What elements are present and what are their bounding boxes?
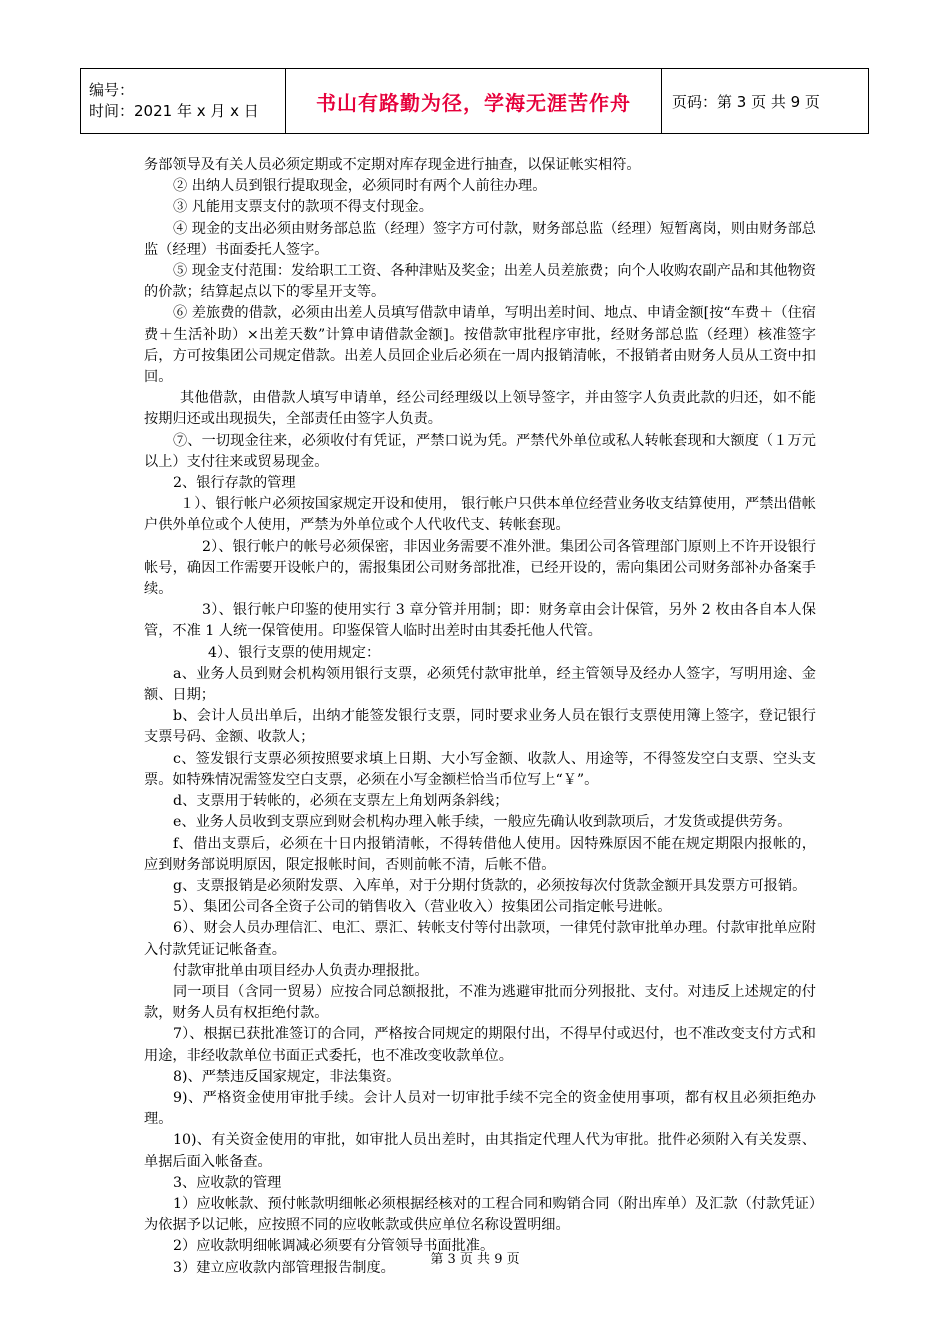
body-paragraph: 1）应收帐款、预付帐款明细帐必须根据经核对的工程合同和购销合同（附出库单）及汇款（付款凭证）为依据予以记帐，应按照不同的应收帐款或供应单位名称设置明细。 (144, 1195, 816, 1234)
header-time-label: 时间：2021 年 x 月 x 日 (89, 102, 259, 120)
body-paragraph: 6）、财会人员办理信汇、电汇、票汇、转帐支付等付出款项，一律凭付款审批单办理。付款审批单应附入付款凭证记帐备查。 (144, 920, 816, 958)
body-paragraph: 7）、根据已获批准签订的合同，严格按合同规定的期限付出，不得早付或迟付，也不准改变支付方式和用途，非经收款单位书面正式委托，也不准改变收款单位。 (144, 1026, 816, 1064)
body-paragraph: 4）、银行支票的使用规定： (208, 644, 381, 661)
body-paragraph: g、支票报销是必须附发票、入库单，对于分期付货款的，必须按每次付货款金额开具发票方可报销。 (173, 877, 807, 894)
page-footer: 第 3 页 共 9 页 (430, 1252, 520, 1267)
header-motto: 书山有路勤为径，学海无涯苦作舟 (286, 69, 662, 134)
body-paragraph: 务部领导及有关人员必须定期或不定期对库存现金进行抽查，以保证帐实相符。 (144, 157, 641, 173)
section-heading: 3、应收款的管理 (173, 1174, 282, 1191)
document-header (80, 68, 869, 134)
section-heading: 2、银行存款的管理 (173, 475, 296, 492)
body-paragraph: 付款审批单由项目经办人负责办理报批。 (173, 962, 429, 979)
body-paragraph: 2）应收款明细帐调减必须要有分管领导书面批准。 (173, 1238, 495, 1255)
body-paragraph: 同一项目（含同一贸易）应按合同总额报批，不准为逃避审批而分列报批、支付。对违反上述规定的付款，财务人员有权拒绝付款。 (144, 983, 816, 1022)
body-paragraph: 3）建立应收款内部管理报告制度。 (173, 1259, 395, 1276)
body-paragraph: ④ 现金的支出必须由财务部总监（经理）签字方可付款，财务部总监（经理）短暂离岗，则由财务部总监（经理）书面委托人签字。 (144, 220, 816, 258)
body-paragraph: 10)、有关资金使用的审批，如审批人员出差时，由其指定代理人代为审批。批件必须附入有关发票、单据后面入帐备查。 (144, 1132, 816, 1170)
body-paragraph: b、会计人员出单后，出纳才能签发银行支票，同时要求业务人员在银行支票使用簿上签字，登记银行支票号码、金额、收款人； (144, 708, 816, 746)
header-page-info: 页码：第 3 页 共 9 页 (662, 69, 869, 134)
body-paragraph: 8)、严禁违反国家规定，非法集资。 (173, 1068, 401, 1085)
body-paragraph: 其他借款，由借款人填写申请单，经公司经理级以上领导签字，并由签字人负责此款的归还，如不能按期归还或出现损失，全部责任由签字人负责。 (144, 390, 816, 428)
body-paragraph: 5）、集团公司各全资子公司的销售收入（营业收入）按集团公司指定帐号进帐。 (173, 899, 672, 916)
body-paragraph: ⑥ 差旅费的借款，必须由出差人员填写借款申请单，写明出差时间、地点、申请金额[按“车费＋（住宿费＋生活补助）×出差天数”计算申请借款金额]。按借款审批程序审批，经财务部总监（经理）核准签字后，方可按集团公司规定借款。出差人员回企业后必须在一周内报销清帐，不报销者由财务人员从工资中扣回。 (144, 305, 816, 386)
body-paragraph: e、业务人员收到支票应到财会机构办理入帐手续，一般应先确认收到款项后，才发货或提供劳务。 (173, 814, 792, 831)
body-paragraph: １）、银行帐户必须按国家规定开设和使用， 银行帐户只供本单位经营业务收支结算使用，严禁出借帐户供外单位或个人使用，严禁为外单位或个人代收代支、转帐套现。 (144, 496, 816, 534)
body-paragraph: c、签发银行支票必须按照要求填上日期、大小写金额、收款人、用途等，不得签发空白支票、空头支票。如特殊情况需签发空白支票，必须在小写金额栏恰当币位写上“￥”。 (144, 750, 816, 788)
body-paragraph: a、业务人员到财会机构领用银行支票，必须凭付款审批单，经主管领导及经办人签字，写明用途、金额、日期； (144, 665, 816, 704)
body-paragraph: ⑦、一切现金往来，必须收付有凭证，严禁口说为凭。严禁代外单位或私人转帐套现和大额度（１万元以上）支付往来或贸易现金。 (144, 432, 816, 470)
document-body (144, 155, 816, 1279)
body-paragraph: ⑤ 现金支付范围：发给职工工资、各种津贴及奖金；出差人员差旅费；向个人收购农副产品和其他物资的价款；结算起点以下的零星开支等。 (144, 263, 816, 301)
body-paragraph: d、支票用于转帐的，必须在支票左上角划两条斜线； (173, 793, 509, 810)
body-paragraph: 9)、严格资金使用审批手续。会计人员对一切审批手续不完全的资金使用事项，都有权且必须拒绝办理。 (144, 1089, 816, 1128)
header-meta-cell (81, 69, 286, 134)
body-paragraph: ③ 凡能用支票支付的款项不得支付现金。 (173, 199, 433, 216)
header-number-label: 编号： (89, 81, 135, 99)
body-paragraph: 2）、银行帐户的帐号必须保密，非因业务需要不准外泄。集团公司各管理部门原则上不许开设银行帐号，确因工作需要开设帐户的，需报集团公司财务部批准，已经开设的，需向集团公司财务部补办备案手续。 (144, 538, 816, 598)
body-paragraph: ② 出纳人员到银行提取现金，必须同时有两个人前往办理。 (173, 178, 547, 195)
body-paragraph: 3）、银行帐户印鉴的使用实行 3 章分管并用制；即：财务章由会计保管，另外 2 枚由各自本人保管，不准 1 人统一保管使用。印鉴保管人临时出差时由其委托他人代管。 (144, 602, 816, 640)
body-paragraph: f、借出支票后，必须在十日内报销清帐，不得转借他人使用。因特殊原因不能在规定期限内报帐的，应到财务部说明原因，限定报帐时间，否则前帐不清，后帐不借。 (144, 835, 816, 873)
